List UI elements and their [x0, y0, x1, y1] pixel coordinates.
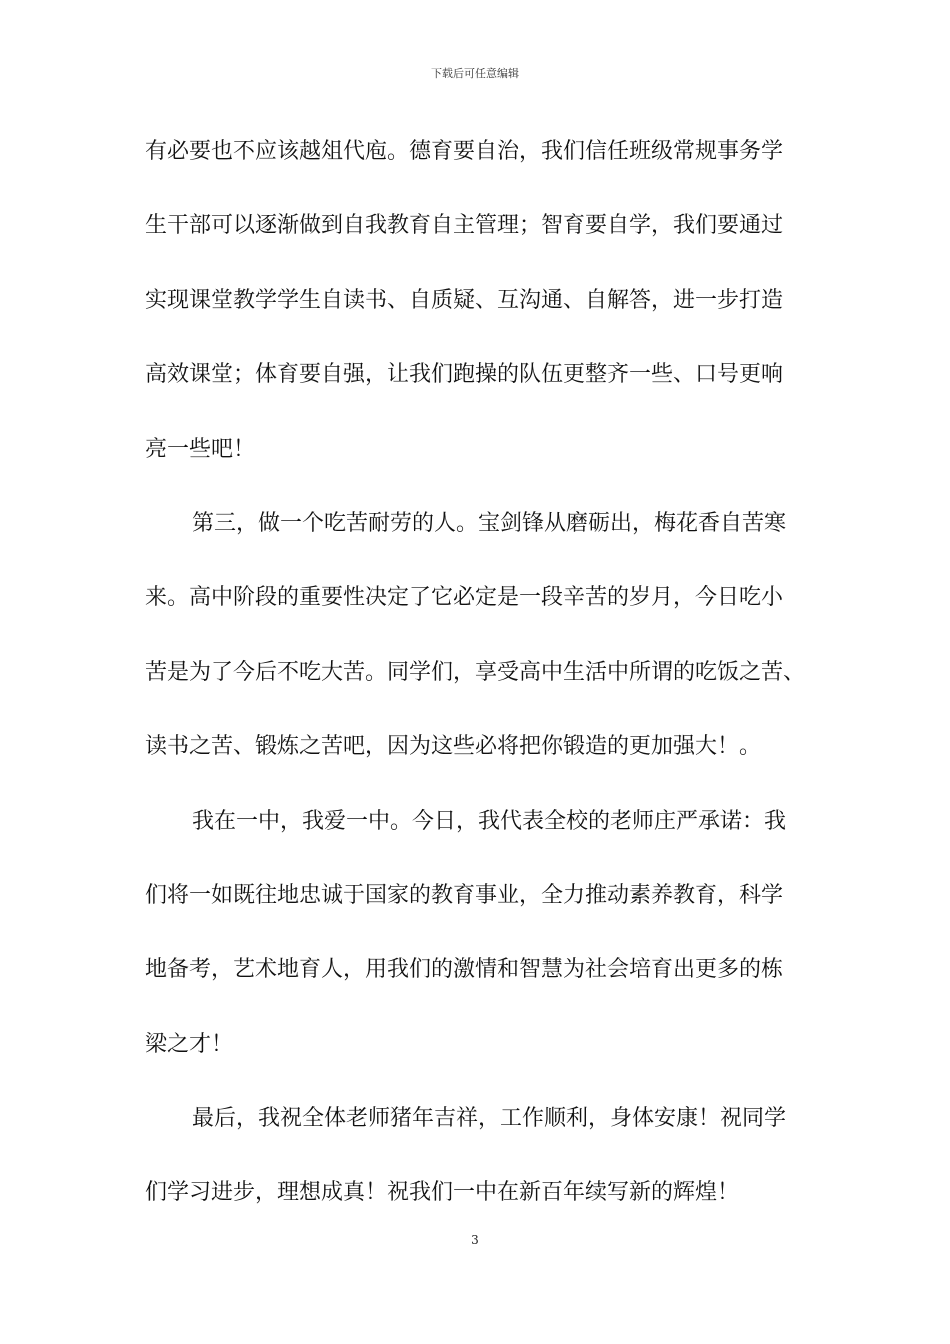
document-body [145, 128, 810, 1244]
paragraph-start-line: 我在一中，我爱一中。今日，我代表全校的老师庄严承诺：我 [192, 808, 787, 834]
text-line: 读书之苦、锻炼之苦吧，因为这些必将把你锻造的更加强大！。 [145, 734, 762, 760]
text-line: 高效课堂；体育要自强，让我们跑操的队伍更整齐一些、口号更响 [145, 362, 784, 388]
text-line: 生干部可以逐渐做到自我教育自主管理；智育要自学，我们要通过 [145, 213, 784, 239]
paragraph-start-line: 第三，做一个吃苦耐劳的人。宝剑锋从磨砺出，梅花香自苦寒 [192, 510, 787, 536]
page-header: 下载后可任意编辑 [431, 67, 519, 80]
text-line: 们将一如既往地忠诚于国家的教育事业，全力推动素养教育，科学 [145, 882, 784, 908]
text-line: 实现课堂教学学生自读书、自质疑、互沟通、自解答，进一步打造 [145, 287, 784, 313]
text-line: 们学习进步，理想成真！祝我们一中在新百年续写新的辉煌！ [145, 1180, 740, 1206]
text-line: 苦是为了今后不吃大苦。同学们，享受高中生活中所谓的吃饭之苦、 [145, 659, 806, 685]
paragraph-start-line: 最后，我祝全体老师猪年吉祥，工作顺利，身体安康！祝同学 [192, 1106, 787, 1132]
text-line: 亮一些吧！ [145, 436, 256, 462]
text-line: 梁之才！ [145, 1031, 234, 1057]
text-line: 地备考，艺术地育人，用我们的激情和智慧为社会培育出更多的栋 [145, 957, 784, 983]
text-line: 来。高中阶段的重要性决定了它必定是一段辛苦的岁月，今日吃小 [145, 585, 784, 611]
text-line: 有必要也不应该越俎代庖。德育要自治，我们信任班级常规事务学 [145, 139, 784, 164]
page-number: 3 [471, 1233, 479, 1247]
